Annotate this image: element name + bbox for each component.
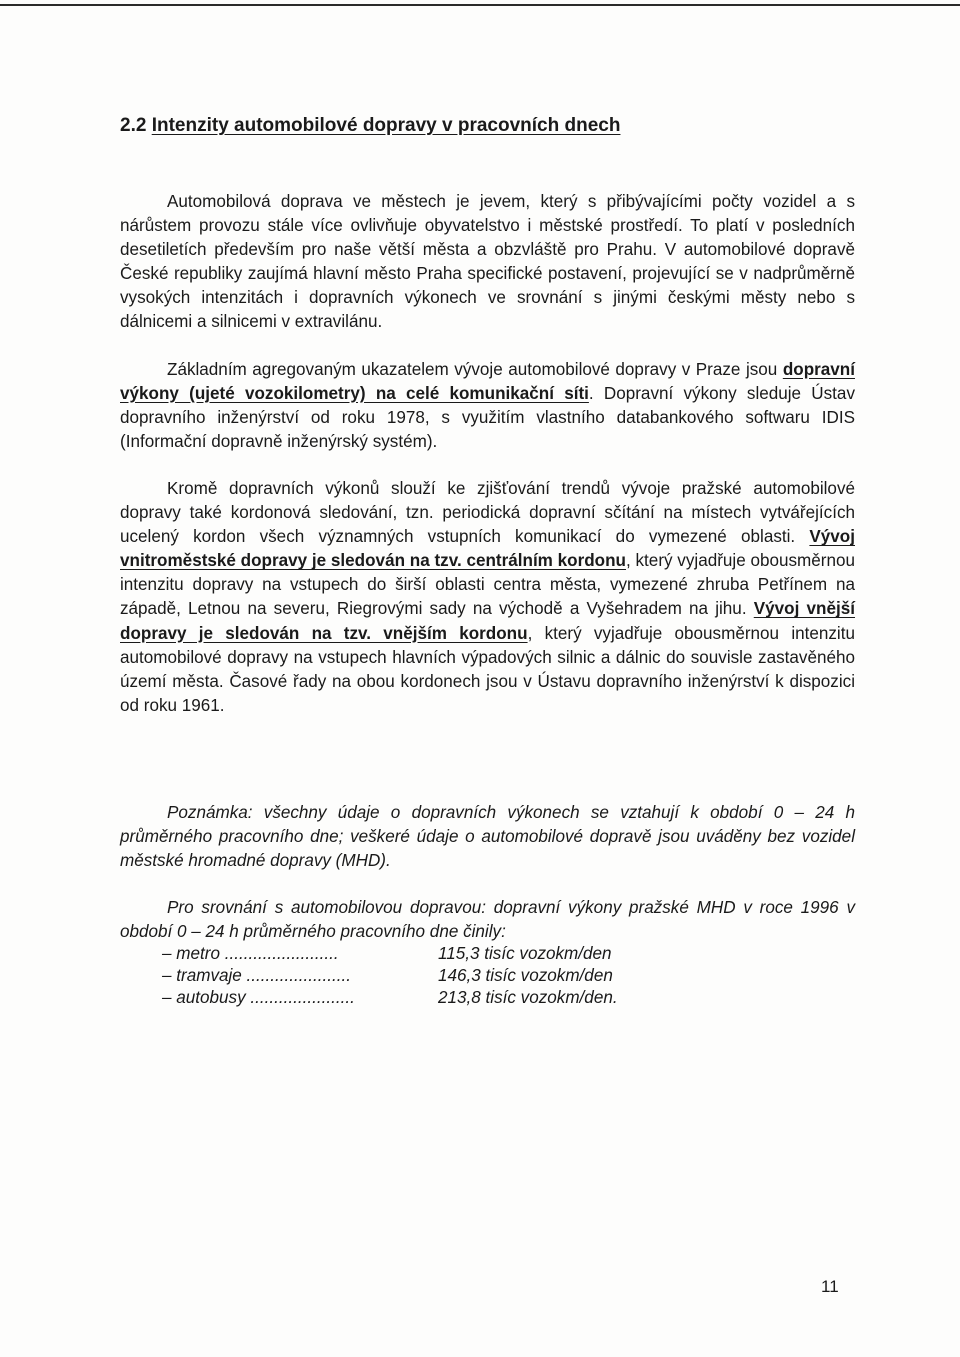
paragraph-3-text-c: , který vyjadřuje obousměrnou intenzitu automobilové dopravy na vstupech hlavních výpadových silnic a dálnic do souvisle zastavěného území města. Časové řady na obou kordonech jsou v Ústavu dopravního inženýrství k dispozici od roku 1961. [120, 623, 855, 715]
paragraph-3 [120, 477, 855, 718]
note-1: Poznámka: všechny údaje o dopravních výkonech se vztahují k období 0 – 24 h průměrného pracovního dne; veškeré údaje o automobilové dopravě jsou uváděny bez vozidel městské hromadné dopravy (MHD). [120, 802, 855, 871]
paragraph-3-text-a: Kromě dopravních výkonů slouží ke zjišťování trendů vývoje pražské automobilové dopravy také kordonová sledování, tzn. periodická dopravní sčítání na místech vytvářejících ucelený kordon všech významných vstupních komunikací do vymezené oblasti. [120, 478, 855, 547]
paragraph-2-text-b: . Dopravní výkony sleduje Ústav dopravního inženýrství od roku 1978, s využitím vlastního databankového softwaru IDIS (Informační dopravně inženýrský systém). [120, 383, 855, 451]
mhd-label: – autobusy ...................... [162, 988, 355, 1008]
page-content [120, 112, 855, 1014]
mhd-label: – tramvaje ...................... [162, 966, 352, 986]
paragraph-2-text-a: Základním agregovaným ukazatelem vývoje automobilové dopravy v Praze jsou [167, 359, 783, 379]
paragraph-2-underlined: dopravní výkony (ujeté vozokilometry) na celé komunikační síti [120, 359, 855, 403]
paragraph-3-text-b: , který vyjadřuje obousměrnou intenzitu dopravy na vstupech do širší oblasti centra města, vymezené zhruba Petřínem na západě, Letnou na severu, Riegrovými sady na východě a Vyšehradem na jihu. [120, 551, 855, 619]
mhd-row-tramvaje [120, 966, 680, 990]
mhd-value: 146,3 tisíc vozokm/den [438, 966, 613, 986]
section-title: Intenzity automobilové dopravy v pracovních dnech [151, 115, 621, 136]
section-number: 2.2 [120, 115, 147, 136]
mhd-row-autobusy [120, 988, 680, 1012]
mhd-value: 213,8 tisíc vozokm/den. [438, 988, 618, 1008]
paragraph-3-underlined-2: Vývoj vnější dopravy je sledován na tzv. vnějším kordonu [120, 599, 855, 643]
mhd-list [120, 944, 855, 1014]
note-2: Pro srovnání s automobilovou dopravou: dopravní výkony pražské MHD v roce 1996 v období 0 – 24 h průměrného pracovního dne činily: [120, 898, 855, 942]
top-rule [0, 4, 960, 6]
paragraph-1: Automobilová doprava ve městech je jevem, který s přibývajícími počty vozidel a s nárůstem provozu stále více ovlivňuje obyvatelstvo i městské prostředí. To platí v posledních desetiletích především pro naše větší města a obzvláště pro Prahu. V automobilové dopravě České republiky zaujímá hlavní město Praha specifické postavení, projevující se v nadprůměrně vysokých intenzitách i dopravních výkonech ve srovnání s jinými českými městy nebo s dálnicemi a silnicemi v extravilánu. [120, 192, 855, 332]
mhd-value: 115,3 tisíc vozokm/den [438, 944, 612, 964]
mhd-row-metro [120, 944, 680, 968]
page-number: 11 [821, 1277, 839, 1296]
mhd-label: – metro ........................ [162, 944, 339, 964]
section-heading [120, 112, 855, 140]
paragraph-3-underlined-1: Vývoj vnitroměstské dopravy je sledován na tzv. centrálním kordonu [120, 527, 855, 571]
paragraph-2 [120, 358, 855, 454]
